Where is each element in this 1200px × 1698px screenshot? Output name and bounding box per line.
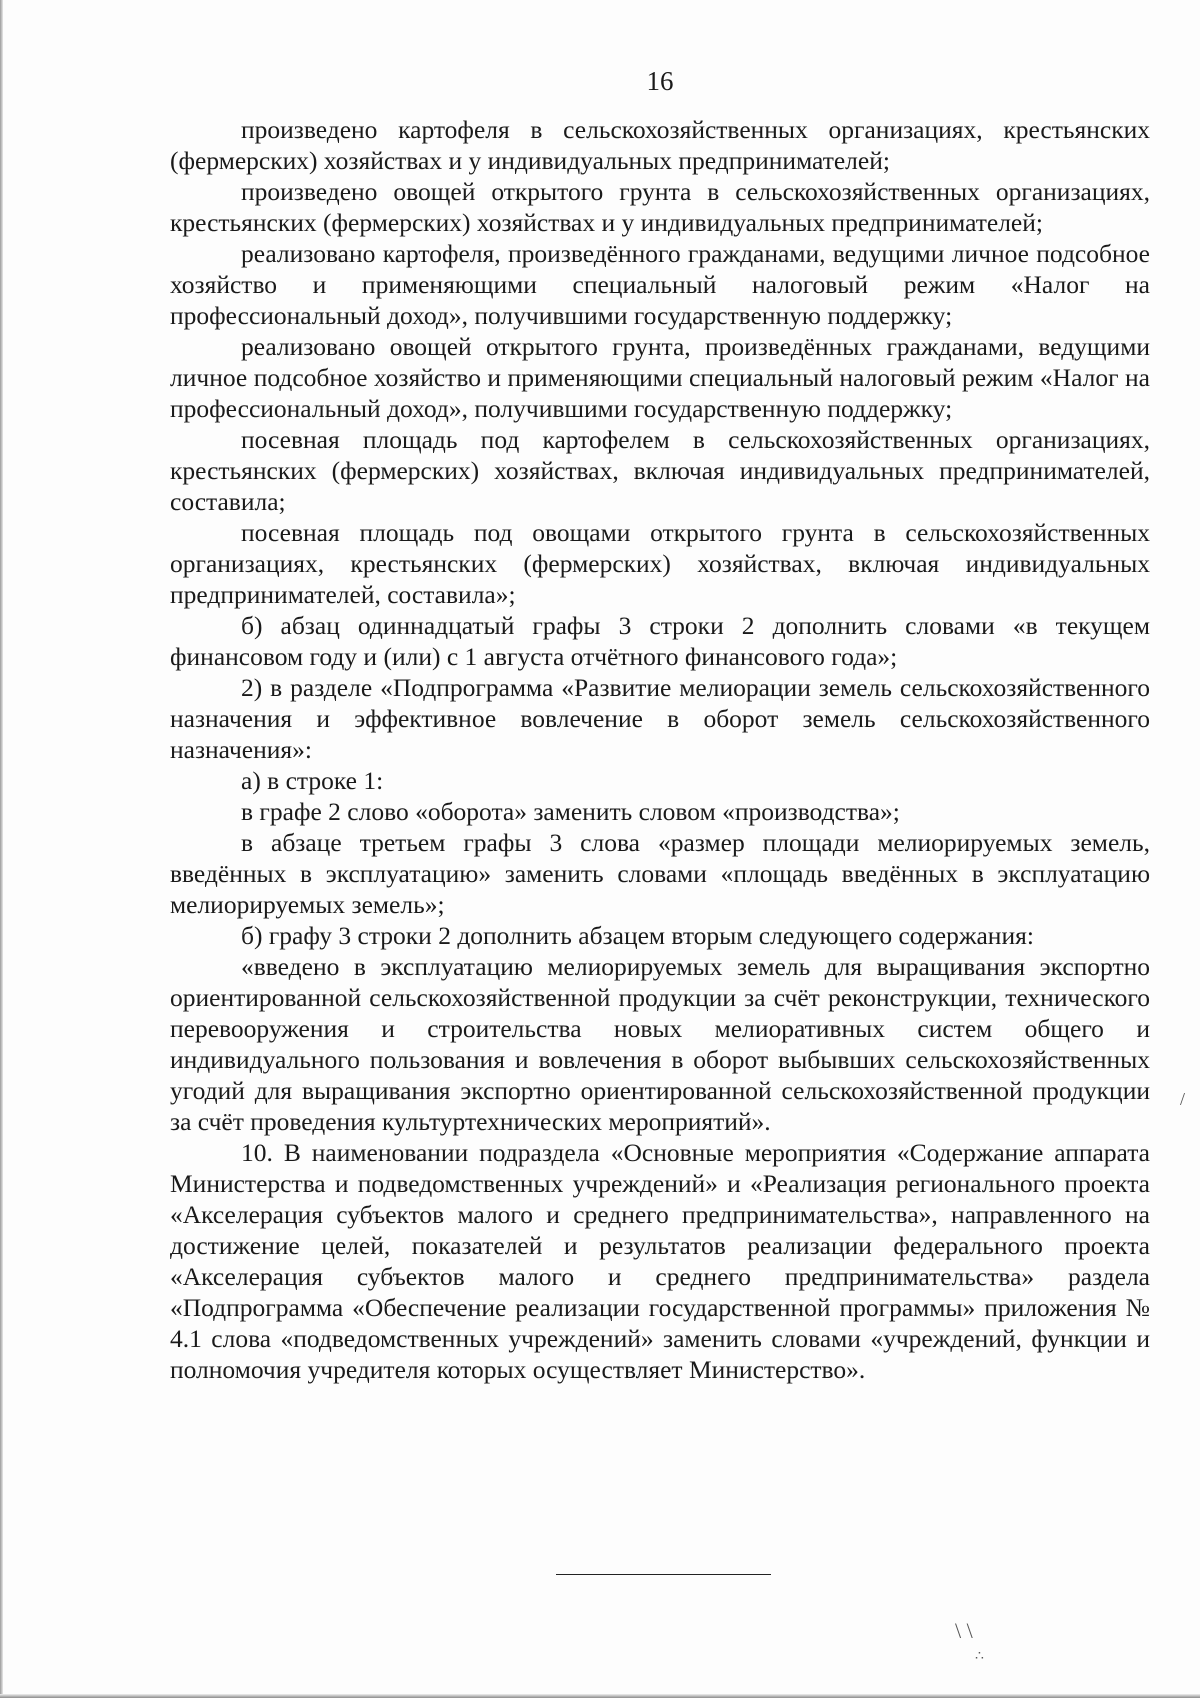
scan-mark-1: \ \	[955, 1618, 973, 1643]
paragraph-13: «введено в эксплуатацию мелиорируемых земель для выращивания экспортно ориентированной сельскохозяйственной продукции за счёт реконструкции, технического перевооружения и строительства новых мелиоративных систем общего и индивидуального пользования и вовлечения в оборот выбывших сельскохозяйственных угодий для выращивания экспортно ориентированной сельскохозяйственной продукции за счёт проведения культуртехнических мероприятий».	[170, 952, 1150, 1136]
paragraph-9: а) в строке 1:	[241, 766, 384, 795]
page-number: 16	[646, 66, 674, 96]
paragraph-6: посевная площадь под овощами открытого грунта в сельскохозяйственных организациях, крестьянских (фермерских) хозяйствах, включая индивидуальных предпринимателей, составила»;	[170, 518, 1150, 609]
paragraph-12: б) графу 3 строки 2 дополнить абзацем вторым следующего содержания:	[241, 921, 1034, 950]
scan-mark-3: /	[1180, 1089, 1186, 1109]
paragraph-5: посевная площадь под картофелем в сельскохозяйственных организациях, крестьянских (фермерских) хозяйствах, включая индивидуальных предпринимателей, составила;	[170, 425, 1150, 516]
paragraph-7: б) абзац одиннадцатый графы 3 строки 2 дополнить словами «в текущем финансовом году и (или) с 1 августа отчётного финансового года»;	[170, 611, 1150, 671]
paragraph-8: 2) в разделе «Подпрограмма «Развитие мелиорации земель сельскохозяйственного назначения и эффективное вовлечение в оборот земель сельскохозяйственного назначения»:	[170, 673, 1150, 764]
paragraph-11: в абзаце третьем графы 3 слова «размер площади мелиорируемых земель, введённых в эксплуатацию» заменить словами «площадь введённых в эксплуатацию мелиорируемых земель»;	[170, 828, 1150, 919]
paragraph-10: в графе 2 слово «оборота» заменить словом «производства»;	[241, 797, 900, 826]
paragraph-2: произведено овощей открытого грунта в сельскохозяйственных организациях, крестьянских (фермерских) хозяйствах и у индивидуальных предпринимателей;	[170, 177, 1150, 237]
paragraph-4: реализовано овощей открытого грунта, произведённых гражданами, ведущими личное подсобное хозяйство и применяющими специальный налоговый режим «Налог на профессиональный доход», получившими государственную поддержку;	[170, 332, 1150, 423]
scan-mark-2: ∴	[975, 1649, 984, 1664]
document-body	[170, 114, 1150, 1385]
scan-edge-left	[0, 0, 3, 1698]
paragraph-14: 10. В наименовании подраздела «Основные мероприятия «Содержание аппарата Министерства и подведомственных учреждений» и «Реализация регионального проекта «Акселерация субъектов малого и среднего предпринимательства», направленного на достижение целей, показателей и результатов реализации федерального проекта «Акселерация субъектов малого и среднего предпринимательства» раздела «Подпрограмма «Обеспечение реализации государственной программы» приложения № 4.1 слова «подведомственных учреждений» заменить словами «учреждений, функции и полномочия учредителя которых осуществляет Министерство».	[170, 1138, 1150, 1384]
paragraph-1: произведено картофеля в сельскохозяйственных организациях, крестьянских (фермерских) хозяйствах и у индивидуальных предпринимателей;	[170, 115, 1150, 175]
end-rule	[556, 1574, 771, 1575]
scan-edge-bottom	[0, 1694, 1200, 1698]
paragraph-3: реализовано картофеля, произведённого гражданами, ведущими личное подсобное хозяйство и применяющими специальный налоговый режим «Налог на профессиональный доход», получившими государственную поддержку;	[170, 239, 1150, 330]
